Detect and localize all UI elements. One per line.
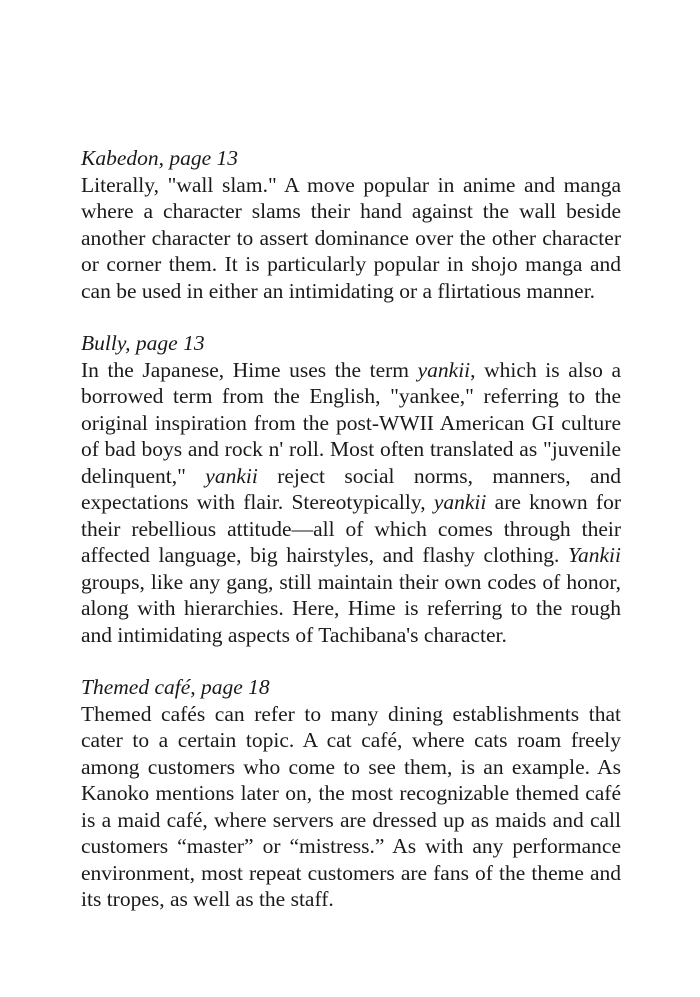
italic-term: yankii	[433, 490, 487, 514]
italic-term: yankii	[417, 357, 471, 382]
body-text: are known for their rebellious attitude—all of which comes through their affected language, big hairstyles, and flashy clothing.	[81, 490, 622, 567]
entry-body	[81, 701, 621, 913]
body-text: In the Japanese, Hime uses the term	[81, 357, 418, 382]
entry-title: Kabedon, page 13	[81, 146, 239, 170]
body-text: Themed cafés can refer to many dining establishments that cater to a certain topic. A cat café, where cats roam freely among customers who come to see them, is an example. As Kanoko mentions later on, the most recognizable themed café is a maid café, where servers are dressed up as maids and call customers “master” or “mistress.” As with any performance environment, most repeat customers are fans of the theme and its tropes, as well as the staff.	[81, 701, 621, 911]
entry-title: Themed café, page 18	[81, 675, 270, 699]
body-text: Literally, "wall slam." A move popular in anime and manga where a character slams their hand against the wall beside another character to assert dominance over the other character or corner them. It is particularly popular in shojo manga and can be used in either an intimidating or a flirtatious manner.	[81, 172, 621, 303]
glossary-page	[81, 145, 621, 939]
entry-body	[81, 357, 621, 649]
body-text: groups, like any gang, still maintain their own codes of honor, along with hierarchies. Here, Hime is referring to the rough and intimidating aspects of Tachibana's character.	[81, 569, 621, 647]
entry-body	[81, 172, 621, 305]
glossary-entry-bully	[81, 330, 621, 648]
glossary-entry-themed-cafe	[81, 674, 621, 913]
entry-title: Bully, page 13	[81, 331, 205, 355]
body-text: , which is also a borrowed term from the English, "yankee," referring to the original inspiration from the post-WWII American GI culture of bad boys and rock n' roll. Most often translated as "juvenile delinquent,"	[81, 357, 622, 488]
glossary-entry-kabedon	[81, 145, 621, 304]
italic-term: Yankii	[568, 543, 621, 567]
body-text: reject social norms, manners, and expectations with flair. Stereotypically,	[81, 463, 621, 514]
italic-term: yankii	[205, 463, 258, 488]
